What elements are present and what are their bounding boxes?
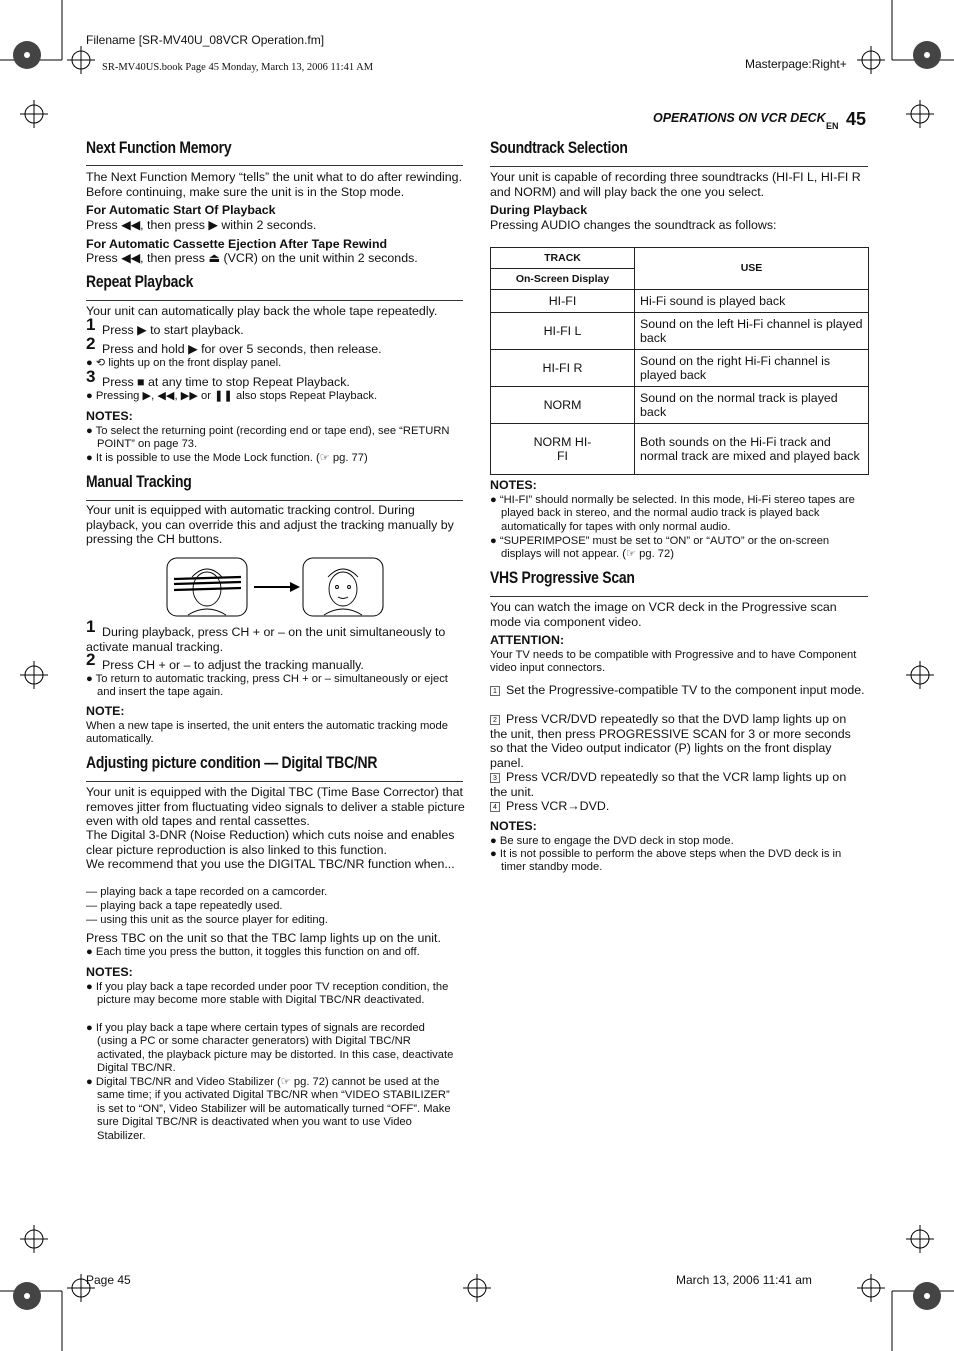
language-label: EN xyxy=(826,121,839,131)
use-cell: Sound on the left Hi-Fi channel is played back xyxy=(635,313,869,350)
attention-label: ATTENTION: xyxy=(490,633,565,647)
table-row xyxy=(491,290,869,313)
step-box-icon: 2 xyxy=(490,715,500,725)
col-header-osd: On-Screen Display xyxy=(491,269,635,290)
header-filename: Filename [SR-MV40U_08VCR Operation.fm] xyxy=(86,33,325,47)
notes-label: NOTES: xyxy=(490,819,537,833)
heading-rule xyxy=(86,781,463,782)
tracking-note: When a new tape is inserted, the unit enters the automatic tracking mode automatically. xyxy=(86,720,448,746)
sound-note1: ● “HI-FI” should normally be selected. In this mode, Hi-Fi stereo tapes are played back in stereo, and the normal audio track is played back automatically for tapes with only normal audio. xyxy=(490,494,855,533)
track-cell: HI-FI R xyxy=(491,350,635,387)
repeat-note2: ● It is possible to use the Mode Lock function. (☞ pg. 77) xyxy=(86,452,368,464)
table-row xyxy=(491,387,869,424)
note-label: NOTE: xyxy=(86,704,125,718)
table-row xyxy=(491,313,869,350)
heading-rule xyxy=(490,166,868,167)
step-number: 1 xyxy=(86,617,96,636)
soundtrack-table xyxy=(490,247,869,475)
step-number: 2 xyxy=(86,650,96,669)
repeat-intro: Your unit can automatically play back the whole tape repeatedly. xyxy=(86,304,438,318)
use-cell: Sound on the right Hi-Fi channel is played back xyxy=(635,350,869,387)
heading-digital-tbc-nr: Adjusting picture condition — Digital TBC/NR xyxy=(86,753,378,772)
track-cell: NORM HI-FI xyxy=(491,424,635,475)
step-box-icon: 1 xyxy=(490,686,500,696)
heading-rule xyxy=(490,596,868,597)
heading-next-function-memory: Next Function Memory xyxy=(86,138,232,157)
vhs-note1: ● Be sure to engage the DVD deck in stop mode. xyxy=(490,835,734,847)
tbc-case3: — using this unit as the source player for editing. xyxy=(86,914,328,926)
notes-label: NOTES: xyxy=(86,965,133,979)
col-header-track: TRACK xyxy=(491,248,635,269)
step-text: Press VCR→DVD. xyxy=(506,799,610,813)
heading-rule xyxy=(86,500,463,501)
repeat-step2: Press and hold ▶ for over 5 seconds, then release. xyxy=(102,342,382,356)
tracking-step2: Press CH + or – to adjust the tracking manually. xyxy=(102,658,364,672)
sound-note2: ● “SUPERIMPOSE” must be set to “ON” or “AUTO” or the on-screen displays will not appear. (☞ pg. 72) xyxy=(490,535,830,561)
step-text: Press VCR/DVD repeatedly so that the DVD lamp lights up on the unit, then press PROGRESSIVE SCAN for 3 or more seconds so that the Video output indicator (P) lights on the front display panel. xyxy=(490,712,851,770)
tbc-p1: Your unit is equipped with the Digital TBC (Time Base Corrector) that removes jitter from fluctuating video signals to deliver a stable picture even with old tapes and rental cassettes. xyxy=(86,785,465,828)
tracking-illustration xyxy=(166,557,384,617)
col-header-use: USE xyxy=(635,248,869,290)
track-cell: HI-FI xyxy=(491,290,635,313)
step-box-icon: 3 xyxy=(490,773,500,783)
repeat-note1: ● To select the returning point (recording end or tape end), see “RETURN POINT” on page 73. xyxy=(86,425,450,451)
nfm-sub1: For Automatic Start Of Playback xyxy=(86,203,276,217)
page-number: 45 xyxy=(846,109,867,129)
use-cell: Sound on the normal track is played back xyxy=(635,387,869,424)
repeat-step2-note: ● ⟲ lights up on the front display panel. xyxy=(86,357,282,369)
footer-date: March 13, 2006 11:41 am xyxy=(676,1273,812,1287)
heading-vhs-progressive-scan: VHS Progressive Scan xyxy=(490,568,635,587)
heading-soundtrack-selection: Soundtrack Selection xyxy=(490,138,628,157)
sound-sub: During Playback xyxy=(490,203,588,217)
footer-page: Page 45 xyxy=(86,1273,131,1287)
vhs-step3 xyxy=(490,770,866,799)
tbc-p3: We recommend that you use the DIGITAL TBC/NR function when... xyxy=(86,857,455,871)
vhs-step4 xyxy=(490,799,866,814)
tbc-p2: The Digital 3-DNR (Noise Reduction) which cuts noise and enables clear picture reproduction is also linked to this function. xyxy=(86,828,455,857)
table-row xyxy=(491,424,869,475)
track-cell: HI-FI L xyxy=(491,313,635,350)
vhs-intro: You can watch the image on VCR deck in the Progressive scan mode via component video. xyxy=(490,600,837,629)
step-box-icon: 4 xyxy=(490,802,500,812)
header-masterpage: Masterpage:Right+ xyxy=(745,57,847,71)
step-number: 2 xyxy=(86,334,96,353)
vhs-step2 xyxy=(490,712,866,770)
repeat-step3-note: ● Pressing ▶, ◀◀, ▶▶ or ❚❚ also stops Repeat Playback. xyxy=(86,390,378,402)
tbc-note2: ● If you play back a tape where certain types of signals are recorded (using a PC or some character generators) with Digital TBC/NR activated, the playback picture may be distorted. In this case, deactivate Digital TBC/NR. xyxy=(86,1022,454,1075)
tbc-press-note: ● Each time you press the button, it toggles this function on and off. xyxy=(86,946,420,958)
tbc-note3: ● Digital TBC/NR and Video Stabilizer (☞ pg. 72) cannot be used at the same time; if you activated Digital TBC/NR when “VIDEO STABILIZER” is set to “ON”, Video Stabilizer will be automatically turned “OFF”. Make sure Digital TBC/NR is deactivated when you want to use Video Stabilizer. xyxy=(86,1076,451,1142)
tracking-step2-note: ● To return to automatic tracking, press CH + or – simultaneously or eject and insert the tape again. xyxy=(86,673,448,699)
sound-intro: Your unit is capable of recording three soundtracks (HI-FI L, HI-FI R and NORM) and will play back the one you select. xyxy=(490,170,861,199)
tracking-intro: Your unit is equipped with automatic tracking control. During playback, you can override this and adjust the tracking manually by pressing the CH buttons. xyxy=(86,503,454,546)
heading-rule xyxy=(86,300,463,301)
notes-label: NOTES: xyxy=(86,409,133,423)
header-book-info: SR-MV40US.book Page 45 Monday, March 13, 2006 11:41 AM xyxy=(102,62,374,73)
table-row xyxy=(491,350,869,387)
step-number: 1 xyxy=(86,315,96,334)
vhs-step1 xyxy=(490,683,866,698)
heading-repeat-playback: Repeat Playback xyxy=(86,272,194,291)
section-title: OPERATIONS ON VCR DECK xyxy=(653,111,826,125)
nfm-sub1-text: Press ◀◀, then press ▶ within 2 seconds. xyxy=(86,218,317,232)
use-cell: Hi-Fi sound is played back xyxy=(635,290,869,313)
use-cell: Both sounds on the Hi-Fi track and normal track are mixed and played back xyxy=(635,424,869,475)
tbc-case1: — playing back a tape recorded on a camcorder. xyxy=(86,886,328,898)
tbc-press: Press TBC on the unit so that the TBC lamp lights up on the unit. xyxy=(86,931,441,945)
tbc-note1: ● If you play back a tape recorded under poor TV reception condition, the picture may become more stable with Digital TBC/NR deactivated. xyxy=(86,981,449,1007)
tracking-step1: During playback, press CH + or – on the unit simultaneously to activate manual tracking. xyxy=(86,625,446,654)
step-text: Press VCR/DVD repeatedly so that the VCR lamp lights up on the unit. xyxy=(490,770,847,799)
step-number: 3 xyxy=(86,367,96,386)
step-text: Set the Progressive-compatible TV to the component input mode. xyxy=(506,683,865,697)
nfm-intro: The Next Function Memory “tells” the unit what to do after rewinding. Before continuing, make sure the unit is in the Stop mode. xyxy=(86,170,463,199)
vhs-note2: ● It is not possible to perform the above steps when the DVD deck is in timer standby mode. xyxy=(490,848,842,874)
tbc-case2: — playing back a tape repeatedly used. xyxy=(86,900,283,912)
heading-manual-tracking: Manual Tracking xyxy=(86,472,192,491)
nfm-sub2: For Automatic Cassette Ejection After Tape Rewind xyxy=(86,237,388,251)
notes-label: NOTES: xyxy=(490,478,537,492)
repeat-step3: Press ■ at any time to stop Repeat Playback. xyxy=(102,375,350,389)
heading-rule xyxy=(86,165,463,166)
nfm-sub2-text: Press ◀◀, then press ⏏ (VCR) on the unit within 2 seconds. xyxy=(86,251,418,265)
sound-sub-text: Pressing AUDIO changes the soundtrack as follows: xyxy=(490,218,777,232)
vhs-attention: Your TV needs to be compatible with Progressive and to have Component video input connectors. xyxy=(490,649,857,675)
repeat-step1: Press ▶ to start playback. xyxy=(102,323,244,337)
track-cell: NORM xyxy=(491,387,635,424)
